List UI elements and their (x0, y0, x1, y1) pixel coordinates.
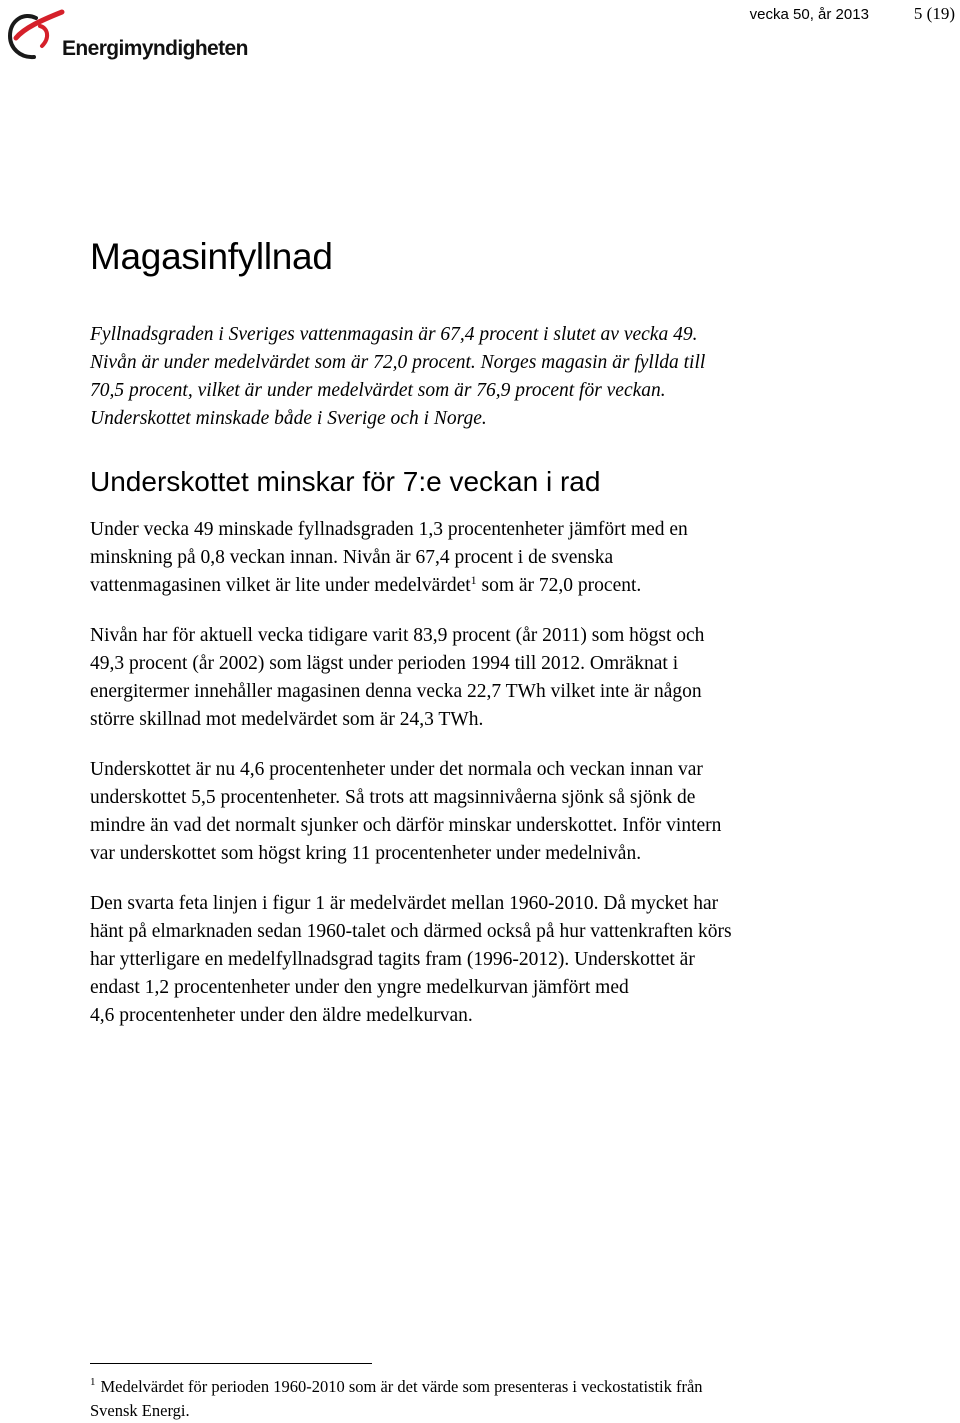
paragraph-text: vattenmagasinen vilket är lite under medelvärdet (90, 575, 471, 596)
paragraph-line: minskning på 0,8 veckan innan. Nivån är 67,4 procent i de svenska (90, 547, 614, 568)
paragraph-line: energitermer innehåller magasinen denna vecka 22,7 TWh vilket inte är någon (90, 681, 702, 702)
paragraph-line: 4,6 procentenheter under den äldre medelkurvan. (90, 1005, 473, 1026)
logo-wordmark: Energimyndigheten (62, 37, 248, 60)
footnote-marker: 1 (90, 1376, 96, 1388)
paragraph-deficit (90, 756, 880, 868)
paragraph-line: endast 1,2 procentenheter under den yngre medelkurvan jämfört med (90, 977, 629, 998)
paragraph-line: underskottet 5,5 procentenheter. Så trots att magsinnivåerna sjönk så sjönk de (90, 787, 696, 808)
lead-paragraph (90, 321, 890, 433)
paragraph-historical-levels (90, 622, 880, 734)
paragraph-line: hänt på elmarknaden sedan 1960-talet och därmed också på hur vattenkraften körs (90, 921, 732, 942)
paragraph-line: Nivån har för aktuell vecka tidigare varit 83,9 procent (år 2011) som högst och (90, 625, 705, 646)
page-header (750, 4, 955, 24)
footnote-text: Medelvärdet för perioden 1960-2010 som är det värde som presenteras i veckostatistik från (100, 1377, 703, 1396)
lead-line: Fyllnadsgraden i Sveriges vattenmagasin är 67,4 procent i slutet av vecka 49. (90, 324, 698, 345)
lead-line: Nivån är under medelvärdet som är 72,0 procent. Norges magasin är fyllda till (90, 352, 706, 373)
paragraph-line: 49,3 procent (år 2002) som lägst under perioden 1994 till 2012. Omräknat i (90, 653, 679, 674)
lead-line: 70,5 procent, vilket är under medelvärdet som är 76,9 procent för veckan. (90, 380, 666, 401)
energimyndigheten-logo (6, 6, 246, 64)
footnote-line: Svensk Energi. (90, 1401, 190, 1420)
paragraph-week-decrease (90, 516, 880, 600)
paragraph-line: mindre än vad det normalt sjunker och därför minskar underskottet. Inför vintern (90, 815, 722, 836)
footnote-reference: 1 (470, 573, 477, 587)
paragraph-average-curves (90, 890, 880, 1030)
paragraph-line: Under vecka 49 minskade fyllnadsgraden 1,3 procentenheter jämfört med en (90, 519, 688, 540)
page-title: Magasinfyllnad (90, 236, 333, 277)
paragraph-line (90, 572, 880, 600)
paragraph-line: var underskottet som högst kring 11 procentenheter under medelnivån. (90, 843, 642, 864)
paragraph-line: Underskottet är nu 4,6 procentenheter under det normala och veckan innan var (90, 759, 703, 780)
week-label: vecka 50, år 2013 (749, 6, 869, 23)
section-heading: Underskottet minskar för 7:e veckan i rad (90, 466, 601, 497)
paragraph-line: större skillnad mot medelvärdet som är 24,3 TWh. (90, 709, 484, 730)
footnote-divider (90, 1363, 372, 1364)
footnote-line (90, 1375, 870, 1399)
paragraph-text: som är 72,0 procent. (476, 575, 642, 596)
page-number: 5 (19) (913, 4, 955, 23)
paragraph-line: Den svarta feta linjen i figur 1 är medelvärdet mellan 1960-2010. Då mycket har (90, 893, 719, 914)
lead-line: Underskottet minskade både i Sverige och i Norge. (90, 408, 487, 429)
paragraph-line: har ytterligare en medelfyllnadsgrad tagits fram (1996-2012). Underskottet är (90, 949, 695, 970)
footnote (90, 1375, 870, 1423)
